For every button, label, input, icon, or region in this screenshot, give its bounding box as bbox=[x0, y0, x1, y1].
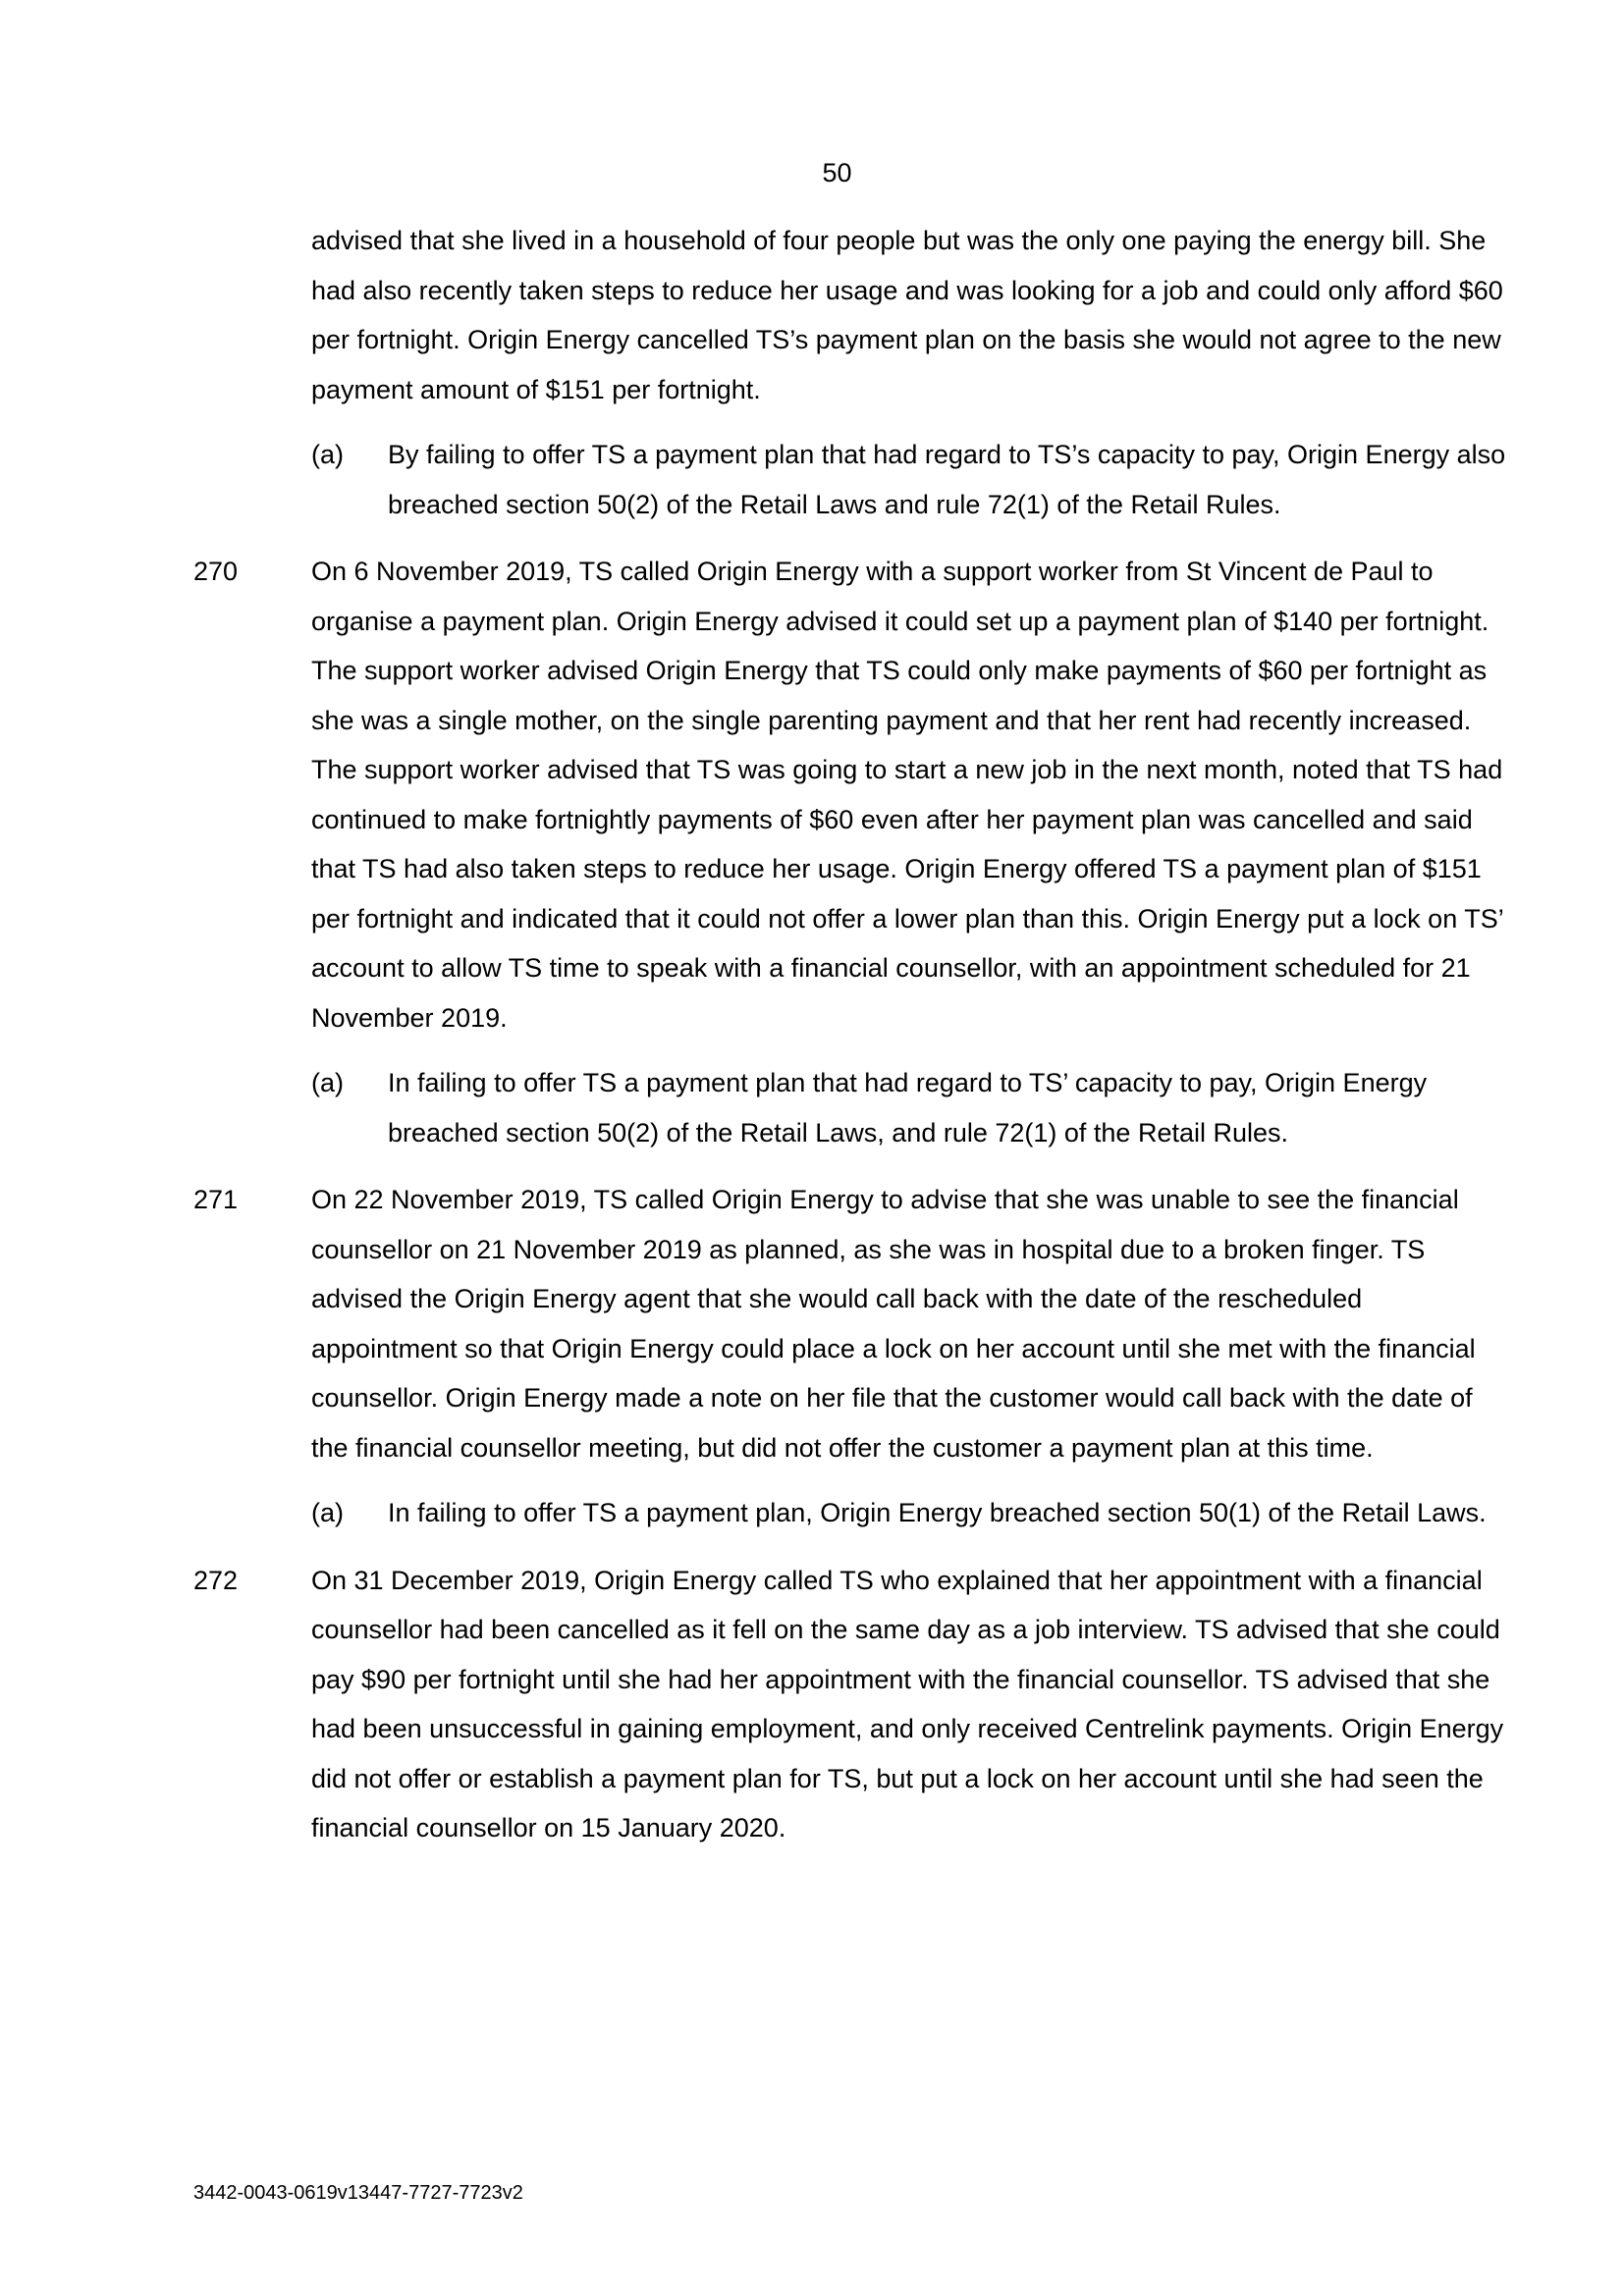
paragraph-text: On 6 November 2019, TS called Origin Energy with a support worker from St Vincent de Paul to organise a payment plan. Origin Energy advised it could set up a payment plan of $140 per fortnight. The support worker advised Origin Energy that TS could only make payments of $60 per fortnight as she was a single mother, on the single parenting payment and that her rent had recently increased. The support worker advised that TS was going to start a new job in the next month, noted that TS had continued to make fortnightly payments of $60 even after her payment plan was cancelled and said that TS had also taken steps to reduce her usage. Origin Energy offered TS a payment plan of $151 per fortnight and indicated that it could not offer a lower plan than this. Origin Energy put a lock on TS’ account to allow TS time to speak with a financial counsellor, with an appointment scheduled for 21 November 2019. bbox=[311, 557, 1503, 1033]
subparagraph bbox=[193, 1058, 1509, 1157]
document-reference-footer: 3442-0043-0619v13447-7727-7723v2 bbox=[193, 2182, 523, 2204]
subparagraph-label: (a) bbox=[311, 1498, 344, 1527]
document-body bbox=[193, 216, 1509, 1853]
paragraph-text: On 22 November 2019, TS called Origin Energy to advise that she was unable to see the financial counsellor on 21 November 2019 as planned, as she was in hospital due to a broken finger. TS advised the Origin Energy agent that she would call back with the date of the rescheduled appointment so that Origin Energy could place a lock on her account until she met with the financial counsellor. Origin Energy made a note on her file that the customer would call back with the date of the financial counsellor meeting, but did not offer the customer a payment plan at this time. bbox=[311, 1185, 1476, 1463]
subparagraph-text: In failing to offer TS a payment plan that had regard to TS’ capacity to pay, Origin Energy breached section 50(2) of the Retail Laws, and rule 72(1) of the Retail Rules. bbox=[388, 1068, 1428, 1148]
subparagraph-label: (a) bbox=[311, 1068, 344, 1097]
paragraph-271 bbox=[193, 1175, 1509, 1472]
subparagraph-text: In failing to offer TS a payment plan, Origin Energy breached section 50(1) of the Retail Laws. bbox=[388, 1498, 1487, 1527]
paragraph-number: 270 bbox=[193, 557, 239, 586]
paragraph-number: 272 bbox=[193, 1565, 239, 1595]
paragraph-number: 271 bbox=[193, 1185, 239, 1214]
subparagraph-text: By failing to offer TS a payment plan that had regard to TS’s capacity to pay, Origin Energy also breached section 50(2) of the Retail Laws and rule 72(1) of the Retail Rules. bbox=[388, 440, 1506, 519]
paragraph-text: On 31 December 2019, Origin Energy called TS who explained that her appointment with a financial counsellor had been cancelled as it fell on the same day as a job interview. TS advised that she could pay $90 per fortnight until she had her appointment with the financial counsellor. TS advised that she had been unsuccessful in gaining employment, and only received Centrelink payments. Origin Energy did not offer or establish a payment plan for TS, but put a lock on her account until she had seen the financial counsellor on 15 January 2020. bbox=[311, 1565, 1504, 1842]
paragraph-272 bbox=[193, 1556, 1509, 1853]
paragraph-continued bbox=[193, 216, 1509, 414]
page-number: 50 bbox=[822, 158, 852, 187]
subparagraph-label: (a) bbox=[311, 440, 344, 469]
paragraph-text: advised that she lived in a household of four people but was the only one paying the energy bill. She had also recently taken steps to reduce her usage and was looking for a job and could only afford $60 per fortnight. Origin Energy cancelled TS’s payment plan on the basis she would not agree to the new payment amount of $151 per fortnight. bbox=[311, 226, 1503, 404]
subparagraph bbox=[193, 430, 1509, 529]
subparagraph bbox=[193, 1488, 1509, 1538]
paragraph-270 bbox=[193, 547, 1509, 1042]
